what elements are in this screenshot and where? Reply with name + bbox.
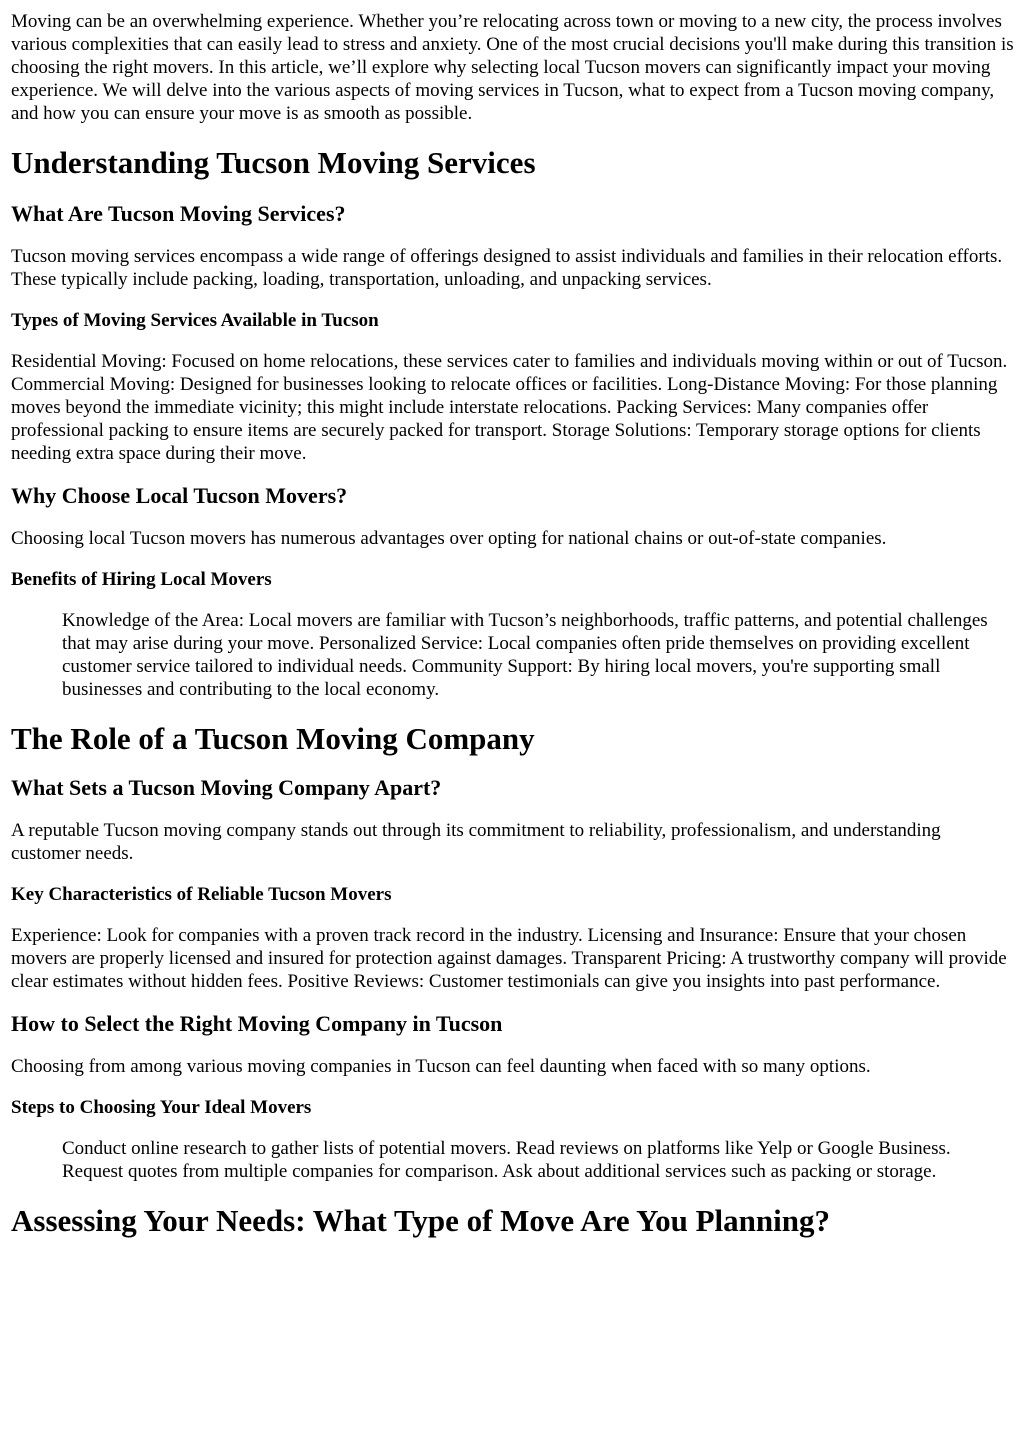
paragraph-what-are-services: Tucson moving services encompass a wide range of offerings designed to assist individuals and families in their relocation efforts. These typically include packing, loading, transportation, unloading, and unpacking services. bbox=[11, 246, 1003, 290]
paragraph-how-to-select: Choosing from among various moving companies in Tucson can feel daunting when faced with so many options. bbox=[11, 1056, 871, 1077]
paragraph-types-of-services: Residential Moving: Focused on home relocations, these services cater to families and individuals moving within or out of Tucson. Commercial Moving: Designed for businesses looking to relocate offices or facilities. Long-Distance Moving: For those planning moves beyond the immediate vicinity; this might include interstate relocations. Packing Services: Many companies offer professional packing to ensure items are securely packed for transport. Storage Solutions: Temporary storage options for clients needing extra space during their move. bbox=[11, 351, 1008, 464]
paragraph-what-sets-apart: A reputable Tucson moving company stands out through its commitment to reliability, professionalism, and understanding customer needs. bbox=[11, 820, 941, 864]
paragraph-why-choose-local: Choosing local Tucson movers has numerous advantages over opting for national chains or out-of-state companies. bbox=[11, 528, 887, 549]
section-heading-understanding-services: Understanding Tucson Moving Services bbox=[11, 145, 536, 180]
blockquote-steps-to-choose: Conduct online research to gather lists of potential movers. Read reviews on platforms like Yelp or Google Business. Request quotes from multiple companies for comparison. Ask about additional services such as packing or storage. bbox=[62, 1138, 951, 1182]
subheading-benefits-local-movers: Benefits of Hiring Local Movers bbox=[11, 569, 272, 590]
paragraph-key-characteristics: Experience: Look for companies with a proven track record in the industry. Licensing and Insurance: Ensure that your chosen movers are properly licensed and insured for protection against damages. Transparent Pricing: A trustworthy company will provide clear estimates without hidden fees. Positive Reviews: Customer testimonials can give you insights into past performance. bbox=[11, 925, 1007, 992]
subheading-types-of-services: Types of Moving Services Available in Tucson bbox=[11, 310, 379, 331]
subheading-what-are-services: What Are Tucson Moving Services? bbox=[11, 201, 346, 226]
subheading-why-choose-local: Why Choose Local Tucson Movers? bbox=[11, 483, 348, 508]
section-heading-role-of-company: The Role of a Tucson Moving Company bbox=[11, 721, 535, 756]
intro-paragraph: Moving can be an overwhelming experience. Whether you’re relocating across town or moving to a new city, the process involves various complexities that can easily lead to stress and anxiety. One of the most crucial decisions you'll make during this transition is choosing the right movers. In this article, we’ll explore why selecting local Tucson movers can significantly impact your moving experience. We will delve into the various aspects of moving services in Tucson, what to expect from a Tucson moving company, and how you can ensure your move is as smooth as possible. bbox=[11, 11, 1014, 124]
section-heading-assessing-needs: Assessing Your Needs: What Type of Move Are You Planning? bbox=[11, 1203, 831, 1238]
blockquote-benefits-local-movers: Knowledge of the Area: Local movers are familiar with Tucson’s neighborhoods, traffic patterns, and potential challenges that may arise during your move. Personalized Service: Local companies often pride themselves on providing excellent customer service tailored to individual needs. Community Support: By hiring local movers, you're supporting small businesses and contributing to the local economy. bbox=[62, 610, 988, 700]
subheading-key-characteristics: Key Characteristics of Reliable Tucson Movers bbox=[11, 884, 392, 905]
subheading-how-to-select: How to Select the Right Moving Company in Tucson bbox=[11, 1011, 503, 1036]
subheading-what-sets-apart: What Sets a Tucson Moving Company Apart? bbox=[11, 775, 442, 800]
subheading-steps-to-choose: Steps to Choosing Your Ideal Movers bbox=[11, 1097, 312, 1118]
